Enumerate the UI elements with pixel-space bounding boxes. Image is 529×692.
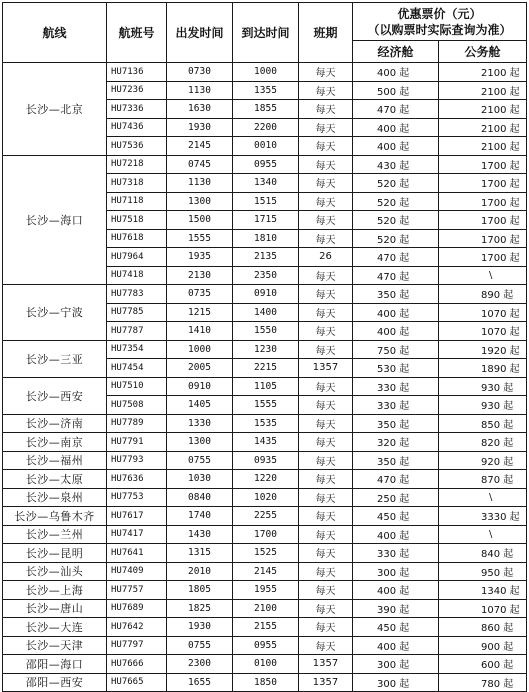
business-price-cell: 840 起 [439,544,527,563]
table-row [3,544,527,563]
flight-number-cell: HU7665 [107,673,167,692]
table-row [3,414,527,433]
schedule-cell: 每天 [299,266,353,285]
schedule-cell: 每天 [299,63,353,82]
route-cell: 长沙—南京 [3,433,107,452]
business-price-cell: 3330 起 [439,507,527,526]
fare-table-body [3,63,527,692]
economy-price-cell: 350 起 [353,285,439,304]
schedule-cell: 每天 [299,414,353,433]
economy-price-cell: 450 起 [353,507,439,526]
flight-number-cell: HU7787 [107,322,167,341]
business-price-cell: 950 起 [439,562,527,581]
header-arrival-time: 到达时间 [233,3,299,63]
economy-price-cell: 470 起 [353,266,439,285]
economy-price-cell: 530 起 [353,359,439,378]
arrival-time-cell: 2100 [233,599,299,618]
business-price-cell: 1700 起 [439,155,527,174]
arrival-time-cell: 2255 [233,507,299,526]
flight-number-cell: HU7689 [107,599,167,618]
departure-time-cell: 1330 [167,414,233,433]
business-price-cell: 900 起 [439,636,527,655]
schedule-cell: 每天 [299,396,353,415]
schedule-cell: 每天 [299,303,353,322]
route-cell: 长沙—北京 [3,63,107,156]
business-price-cell: \ [439,488,527,507]
departure-time-cell: 1410 [167,322,233,341]
arrival-time-cell: 1020 [233,488,299,507]
flight-number-cell: HU7118 [107,192,167,211]
arrival-time-cell: 1700 [233,525,299,544]
table-row [3,655,527,674]
departure-time-cell: 1000 [167,340,233,359]
schedule-cell: 每天 [299,100,353,119]
schedule-cell: 26 [299,248,353,267]
arrival-time-cell: 1955 [233,581,299,600]
table-row [3,581,527,600]
schedule-cell: 每天 [299,470,353,489]
business-price-cell: 1700 起 [439,229,527,248]
flight-number-cell: HU7617 [107,507,167,526]
economy-price-cell: 470 起 [353,248,439,267]
economy-price-cell: 400 起 [353,322,439,341]
flight-number-cell: HU7436 [107,118,167,137]
route-cell: 长沙—三亚 [3,340,107,377]
arrival-time-cell: 1525 [233,544,299,563]
table-row [3,636,527,655]
schedule-cell: 每天 [299,599,353,618]
route-cell: 长沙—上海 [3,581,107,600]
schedule-cell: 每天 [299,581,353,600]
arrival-time-cell: 2155 [233,618,299,637]
arrival-time-cell: 0010 [233,137,299,156]
departure-time-cell: 1555 [167,229,233,248]
flight-number-cell: HU7409 [107,562,167,581]
economy-price-cell: 400 起 [353,636,439,655]
route-cell: 长沙—济南 [3,414,107,433]
economy-price-cell: 250 起 [353,488,439,507]
table-row [3,340,527,359]
economy-price-cell: 400 起 [353,137,439,156]
schedule-cell: 每天 [299,636,353,655]
route-cell: 邵阳—海口 [3,655,107,674]
route-cell: 长沙—福州 [3,451,107,470]
business-price-cell: 850 起 [439,414,527,433]
departure-time-cell: 1805 [167,581,233,600]
flight-number-cell: HU7218 [107,155,167,174]
arrival-time-cell: 0100 [233,655,299,674]
business-price-cell: 820 起 [439,433,527,452]
route-cell: 长沙—宁波 [3,285,107,341]
flight-number-cell: HU7454 [107,359,167,378]
arrival-time-cell: 0935 [233,451,299,470]
schedule-cell: 每天 [299,451,353,470]
economy-price-cell: 390 起 [353,599,439,618]
schedule-cell: 每天 [299,192,353,211]
arrival-time-cell: 0955 [233,155,299,174]
arrival-time-cell: 1435 [233,433,299,452]
price-group-note: （以购票时实际查询为准） [367,22,512,37]
departure-time-cell: 0755 [167,636,233,655]
table-row [3,599,527,618]
table-row [3,433,527,452]
flight-number-cell: HU7618 [107,229,167,248]
arrival-time-cell: 1555 [233,396,299,415]
schedule-cell: 每天 [299,174,353,193]
schedule-cell: 每天 [299,562,353,581]
business-price-cell: 2100 起 [439,63,527,82]
economy-price-cell: 450 起 [353,618,439,637]
header-route: 航线 [3,3,107,63]
schedule-cell: 每天 [299,211,353,230]
schedule-cell: 每天 [299,137,353,156]
flight-number-cell: HU7536 [107,137,167,156]
route-cell: 长沙—太原 [3,470,107,489]
arrival-time-cell: 2215 [233,359,299,378]
departure-time-cell: 2130 [167,266,233,285]
header-business: 公务舱 [439,41,527,63]
schedule-cell: 每天 [299,118,353,137]
arrival-time-cell: 1400 [233,303,299,322]
business-price-cell: 870 起 [439,470,527,489]
route-cell: 长沙—汕头 [3,562,107,581]
economy-price-cell: 400 起 [353,303,439,322]
departure-time-cell: 1215 [167,303,233,322]
economy-price-cell: 430 起 [353,155,439,174]
economy-price-cell: 520 起 [353,211,439,230]
arrival-time-cell: 1355 [233,81,299,100]
arrival-time-cell: 2135 [233,248,299,267]
business-price-cell: 1700 起 [439,211,527,230]
arrival-time-cell: 1340 [233,174,299,193]
header-departure-time: 出发时间 [167,3,233,63]
departure-time-cell: 0730 [167,63,233,82]
flight-number-cell: HU7666 [107,655,167,674]
schedule-cell: 每天 [299,285,353,304]
departure-time-cell: 1655 [167,673,233,692]
business-price-cell: 1070 起 [439,303,527,322]
route-cell: 长沙—海口 [3,155,107,285]
departure-time-cell: 1130 [167,174,233,193]
header-row-primary [3,3,527,41]
flight-number-cell: HU7797 [107,636,167,655]
departure-time-cell: 1930 [167,618,233,637]
flight-number-cell: HU7354 [107,340,167,359]
departure-time-cell: 1130 [167,81,233,100]
flight-number-cell: HU7508 [107,396,167,415]
arrival-time-cell: 1000 [233,63,299,82]
economy-price-cell: 400 起 [353,525,439,544]
economy-price-cell: 750 起 [353,340,439,359]
business-price-cell: 1340 起 [439,581,527,600]
business-price-cell: 920 起 [439,451,527,470]
schedule-cell: 每天 [299,377,353,396]
arrival-time-cell: 2350 [233,266,299,285]
economy-price-cell: 400 起 [353,118,439,137]
table-row [3,618,527,637]
schedule-cell: 每天 [299,155,353,174]
price-group-title: 优惠票价（元） [397,6,482,21]
arrival-time-cell: 1850 [233,673,299,692]
table-row [3,488,527,507]
business-price-cell: 1700 起 [439,174,527,193]
economy-price-cell: 500 起 [353,81,439,100]
business-price-cell: 860 起 [439,618,527,637]
arrival-time-cell: 1715 [233,211,299,230]
schedule-cell: 每天 [299,507,353,526]
flight-number-cell: HU7518 [107,211,167,230]
economy-price-cell: 400 起 [353,581,439,600]
flight-number-cell: HU7417 [107,525,167,544]
flight-number-cell: HU7753 [107,488,167,507]
header-economy: 经济舱 [353,41,439,63]
business-price-cell: 930 起 [439,377,527,396]
business-price-cell: 600 起 [439,655,527,674]
business-price-cell: 1700 起 [439,192,527,211]
flight-number-cell: HU7236 [107,81,167,100]
departure-time-cell: 1935 [167,248,233,267]
flight-number-cell: HU7757 [107,581,167,600]
departure-time-cell: 1430 [167,525,233,544]
schedule-cell: 每天 [299,488,353,507]
economy-price-cell: 330 起 [353,396,439,415]
fare-table-container [2,2,527,692]
table-row [3,525,527,544]
economy-price-cell: 300 起 [353,655,439,674]
flight-number-cell: HU7318 [107,174,167,193]
economy-price-cell: 350 起 [353,414,439,433]
table-row [3,451,527,470]
departure-time-cell: 1630 [167,100,233,119]
departure-time-cell: 1300 [167,192,233,211]
business-price-cell: 2100 起 [439,100,527,119]
departure-time-cell: 0910 [167,377,233,396]
schedule-cell: 每天 [299,433,353,452]
departure-time-cell: 1930 [167,118,233,137]
flight-number-cell: HU7336 [107,100,167,119]
economy-price-cell: 330 起 [353,544,439,563]
flight-number-cell: HU7641 [107,544,167,563]
economy-price-cell: 470 起 [353,100,439,119]
business-price-cell: 2100 起 [439,137,527,156]
departure-time-cell: 2145 [167,137,233,156]
business-price-cell: 1070 起 [439,599,527,618]
business-price-cell: 1890 起 [439,359,527,378]
business-price-cell: 890 起 [439,285,527,304]
arrival-time-cell: 1105 [233,377,299,396]
departure-time-cell: 1315 [167,544,233,563]
arrival-time-cell: 2200 [233,118,299,137]
economy-price-cell: 400 起 [353,63,439,82]
business-price-cell: 1920 起 [439,340,527,359]
departure-time-cell: 1500 [167,211,233,230]
schedule-cell: 每天 [299,81,353,100]
arrival-time-cell: 0955 [233,636,299,655]
header-price-group [353,3,527,41]
economy-price-cell: 520 起 [353,174,439,193]
departure-time-cell: 1740 [167,507,233,526]
economy-price-cell: 520 起 [353,192,439,211]
departure-time-cell: 0840 [167,488,233,507]
departure-time-cell: 1300 [167,433,233,452]
flight-number-cell: HU7789 [107,414,167,433]
table-row [3,507,527,526]
arrival-time-cell: 1810 [233,229,299,248]
table-row [3,562,527,581]
flight-number-cell: HU7964 [107,248,167,267]
flight-number-cell: HU7642 [107,618,167,637]
table-row [3,285,527,304]
flight-number-cell: HU7510 [107,377,167,396]
departure-time-cell: 0755 [167,451,233,470]
departure-time-cell: 0735 [167,285,233,304]
schedule-cell: 每天 [299,340,353,359]
departure-time-cell: 2010 [167,562,233,581]
flight-fare-table [2,2,527,692]
economy-price-cell: 520 起 [353,229,439,248]
arrival-time-cell: 1550 [233,322,299,341]
table-row [3,155,527,174]
schedule-cell: 1357 [299,673,353,692]
business-price-cell: \ [439,266,527,285]
route-cell: 长沙—唐山 [3,599,107,618]
schedule-cell: 每天 [299,229,353,248]
economy-price-cell: 330 起 [353,377,439,396]
schedule-cell: 每天 [299,544,353,563]
header-flight-number: 航班号 [107,3,167,63]
economy-price-cell: 300 起 [353,673,439,692]
arrival-time-cell: 1230 [233,340,299,359]
economy-price-cell: 350 起 [353,451,439,470]
arrival-time-cell: 1535 [233,414,299,433]
flight-number-cell: HU7793 [107,451,167,470]
business-price-cell: 1700 起 [439,248,527,267]
departure-time-cell: 1030 [167,470,233,489]
flight-number-cell: HU7418 [107,266,167,285]
route-cell: 长沙—兰州 [3,525,107,544]
economy-price-cell: 470 起 [353,470,439,489]
schedule-cell: 每天 [299,618,353,637]
business-price-cell: 2100 起 [439,118,527,137]
business-price-cell: 780 起 [439,673,527,692]
flight-number-cell: HU7636 [107,470,167,489]
header-schedule: 班期 [299,3,353,63]
business-price-cell: 930 起 [439,396,527,415]
route-cell: 长沙—乌鲁木齐 [3,507,107,526]
route-cell: 长沙—大连 [3,618,107,637]
arrival-time-cell: 2145 [233,562,299,581]
departure-time-cell: 1825 [167,599,233,618]
schedule-cell: 每天 [299,322,353,341]
route-cell: 长沙—泉州 [3,488,107,507]
economy-price-cell: 300 起 [353,562,439,581]
table-row [3,673,527,692]
flight-number-cell: HU7136 [107,63,167,82]
route-cell: 长沙—西安 [3,377,107,414]
route-cell: 长沙—天津 [3,636,107,655]
departure-time-cell: 1405 [167,396,233,415]
route-cell: 长沙—昆明 [3,544,107,563]
departure-time-cell: 2005 [167,359,233,378]
table-row [3,470,527,489]
business-price-cell: 1070 起 [439,322,527,341]
economy-price-cell: 320 起 [353,433,439,452]
departure-time-cell: 2300 [167,655,233,674]
business-price-cell: 2100 起 [439,81,527,100]
arrival-time-cell: 1220 [233,470,299,489]
table-row [3,377,527,396]
flight-number-cell: HU7785 [107,303,167,322]
flight-number-cell: HU7783 [107,285,167,304]
departure-time-cell: 0745 [167,155,233,174]
schedule-cell: 每天 [299,525,353,544]
schedule-cell: 1357 [299,655,353,674]
table-row [3,63,527,82]
arrival-time-cell: 1515 [233,192,299,211]
business-price-cell: \ [439,525,527,544]
flight-number-cell: HU7791 [107,433,167,452]
schedule-cell: 1357 [299,359,353,378]
arrival-time-cell: 1855 [233,100,299,119]
arrival-time-cell: 0910 [233,285,299,304]
route-cell: 邵阳—西安 [3,673,107,692]
